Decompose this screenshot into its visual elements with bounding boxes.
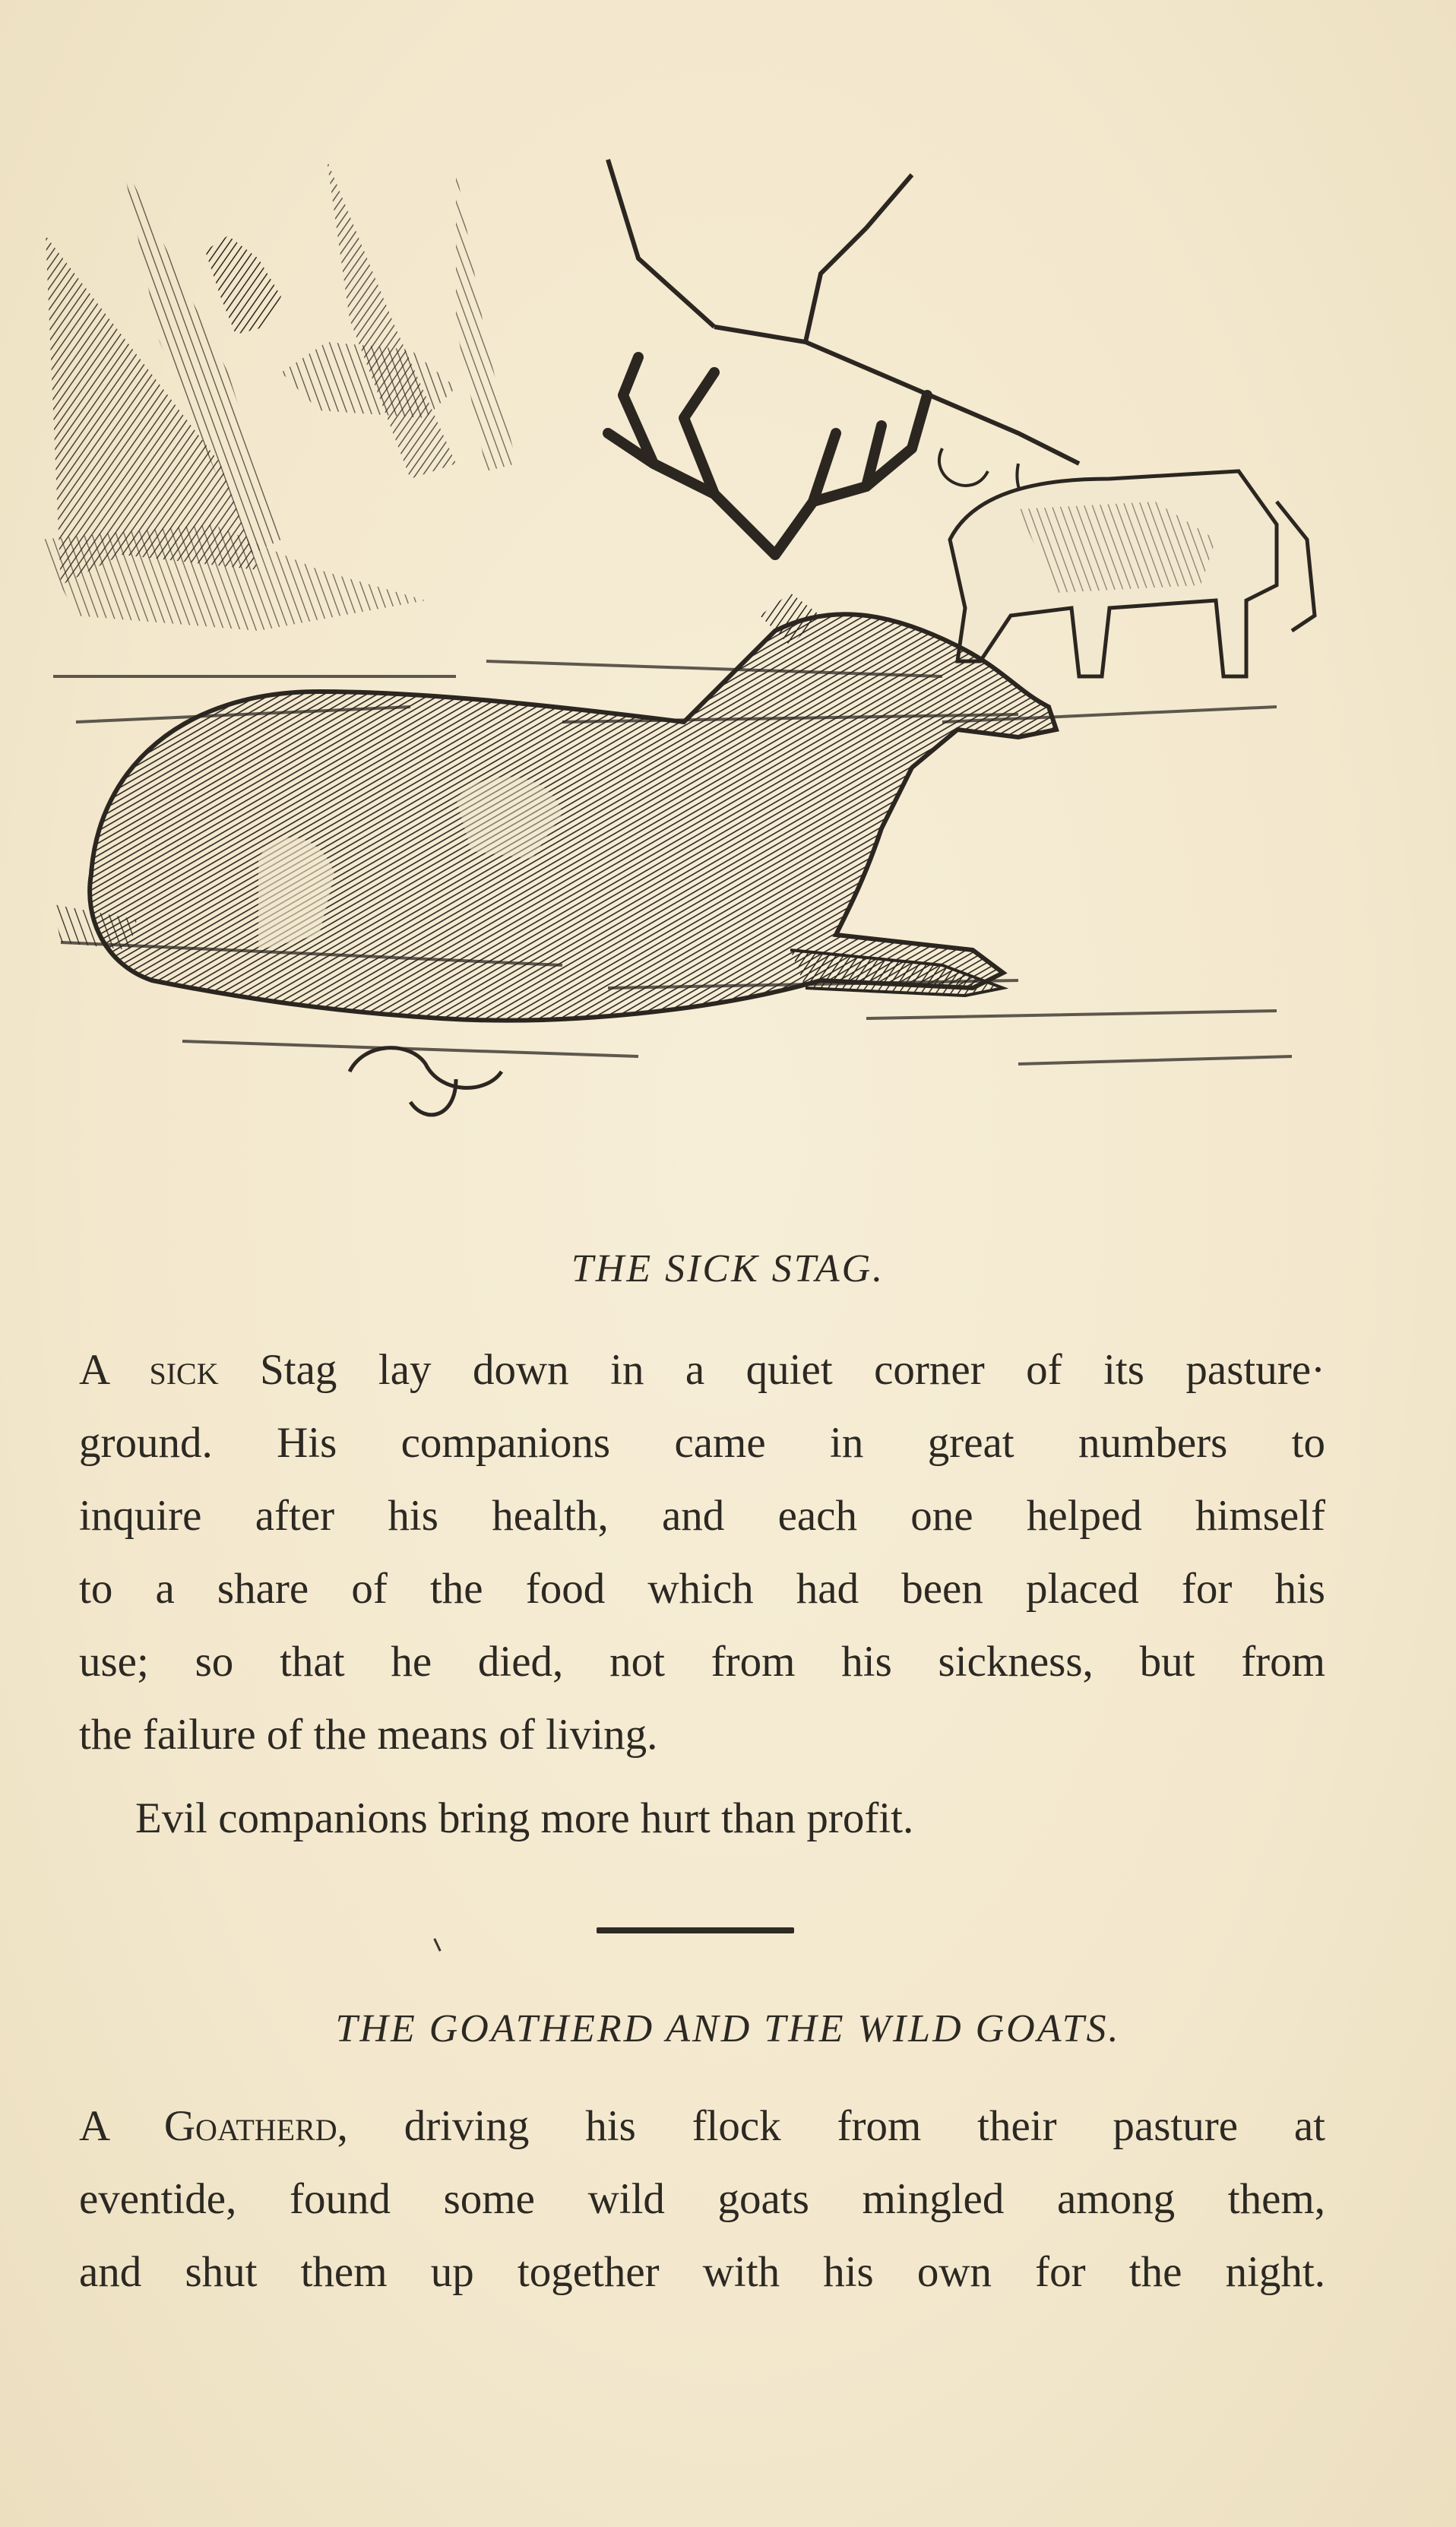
text-line: ground. His companions came in great numbers to <box>79 1419 1325 1467</box>
lead-word: A sick <box>79 1346 219 1394</box>
text-line: use; so that he died, not from his sickness, but from <box>79 1638 1325 1686</box>
text-line: to a share of the food which had been placed for his <box>79 1565 1325 1613</box>
section-divider-rule <box>597 1927 794 1933</box>
fable-title-goatherd: THE GOATHERD AND THE WILD GOATS. <box>335 2007 1121 2050</box>
line-text: Stag lay down in a quiet corner of its pasture· <box>218 1346 1325 1394</box>
stag-engraving-icon <box>30 144 1337 1140</box>
lead-word: A Goatherd <box>79 2102 337 2150</box>
text-line <box>79 2090 1325 2163</box>
fable-text-sick-stag <box>79 1334 1325 1772</box>
text-line: the failure of the means of living. <box>79 1711 658 1759</box>
text-line: eventide, found some wild goats mingled among them, <box>79 2175 1325 2223</box>
text-line <box>79 1334 1325 1407</box>
stag-engraving-illustration <box>30 144 1337 1140</box>
text-line: inquire after his health, and each one helped himself <box>79 1492 1325 1540</box>
ink-speck <box>433 1938 441 1952</box>
line-text: , driving his flock from their pasture at <box>337 2102 1325 2150</box>
text-line: and shut them up together with his own for the night. <box>79 2248 1325 2296</box>
fable-text-goatherd <box>79 2090 1325 2309</box>
fable-title-sick-stag: THE SICK STAG. <box>571 1247 885 1290</box>
fable-moral-sick-stag: Evil companions bring more hurt than profit. <box>135 1794 914 1842</box>
